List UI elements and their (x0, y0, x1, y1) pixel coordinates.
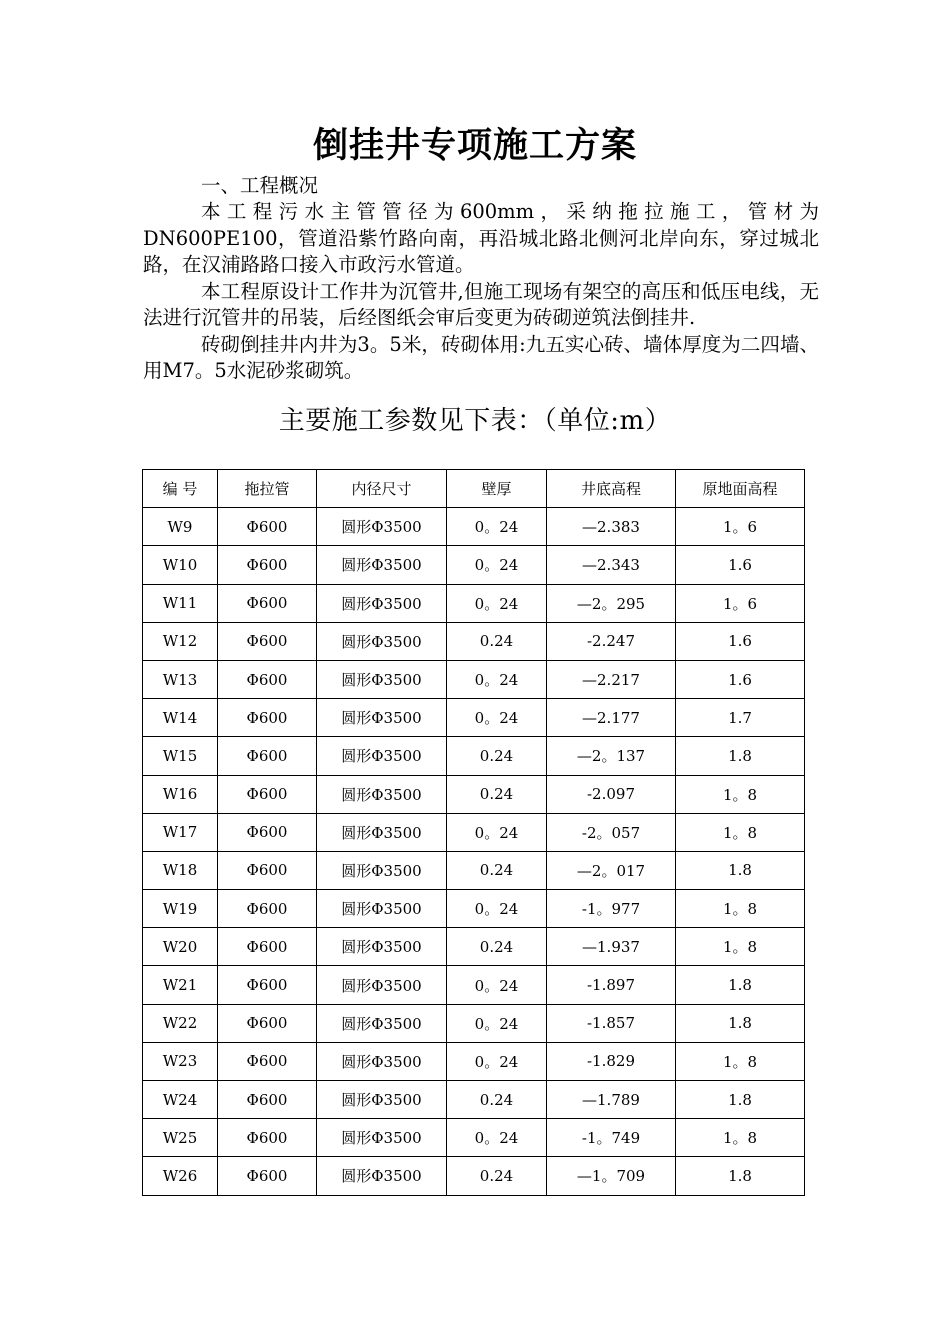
well-id-cell: W21 (143, 966, 218, 1004)
inner-size-cell: 圆形Φ3500 (317, 813, 447, 851)
ground-elevation-cell: 1.8 (676, 1081, 805, 1119)
paragraph-2: 本工程原设计工作井为沉管井,但施工现场有架空的高压和低压电线，无法进行沉管井的吊装，后经图纸会审后变更为砖砌逆筑法倒挂井. (143, 279, 819, 329)
well-id-cell: W14 (143, 699, 218, 737)
ground-elevation-cell: 1.6 (676, 622, 805, 660)
inner-size-cell: 圆形Φ3500 (317, 737, 447, 775)
table-header-row (143, 470, 805, 508)
header-cell: 拖拉管 (218, 470, 317, 508)
wall-thickness-cell: 0。24 (447, 1004, 547, 1042)
wall-thickness-cell: 0。24 (447, 1119, 547, 1157)
inner-size-cell: 圆形Φ3500 (317, 660, 447, 698)
paragraph-3: 砖砌倒挂井内井为3。5米，砖砌体用:九五实心砖、墙体厚度为二四墙、用M7。5水泥砂浆砌筑。 (143, 332, 819, 382)
well-id-cell: W20 (143, 928, 218, 966)
header-cell: 壁厚 (447, 470, 547, 508)
bottom-elevation-cell: -1.857 (547, 1004, 676, 1042)
bottom-elevation-cell: —2。017 (547, 851, 676, 889)
pipe-cell: Φ600 (218, 584, 317, 622)
header-cell: 原地面高程 (676, 470, 805, 508)
table-row (143, 1042, 805, 1080)
document-title: 倒挂井专项施工方案 (312, 125, 637, 166)
wall-thickness-cell: 0。24 (447, 584, 547, 622)
wall-thickness-cell: 0。24 (447, 813, 547, 851)
pipe-cell: Φ600 (218, 851, 317, 889)
ground-elevation-cell: 1.7 (676, 699, 805, 737)
pipe-cell: Φ600 (218, 775, 317, 813)
table-row (143, 775, 805, 813)
wall-thickness-cell: 0。24 (447, 660, 547, 698)
ground-elevation-cell: 1。8 (676, 1042, 805, 1080)
wall-thickness-cell: 0。24 (447, 699, 547, 737)
wall-thickness-cell: 0.24 (447, 1157, 547, 1195)
well-id-cell: W13 (143, 660, 218, 698)
parameters-table (142, 469, 805, 1196)
well-id-cell: W26 (143, 1157, 218, 1195)
pipe-cell: Φ600 (218, 546, 317, 584)
bottom-elevation-cell: -2.247 (547, 622, 676, 660)
bottom-elevation-cell: -2。057 (547, 813, 676, 851)
ground-elevation-cell: 1。8 (676, 813, 805, 851)
ground-elevation-cell: 1.8 (676, 1157, 805, 1195)
table-row (143, 1119, 805, 1157)
wall-thickness-cell: 0.24 (447, 1081, 547, 1119)
bottom-elevation-cell: -1.897 (547, 966, 676, 1004)
table-row (143, 584, 805, 622)
inner-size-cell: 圆形Φ3500 (317, 1042, 447, 1080)
pipe-cell: Φ600 (218, 622, 317, 660)
bottom-elevation-cell: -2.097 (547, 775, 676, 813)
bottom-elevation-cell: -1。749 (547, 1119, 676, 1157)
well-id-cell: W19 (143, 890, 218, 928)
well-id-cell: W10 (143, 546, 218, 584)
table-row (143, 622, 805, 660)
inner-size-cell: 圆形Φ3500 (317, 1157, 447, 1195)
table-row (143, 508, 805, 546)
inner-size-cell: 圆形Φ3500 (317, 1081, 447, 1119)
table-row (143, 546, 805, 584)
ground-elevation-cell: 1.8 (676, 966, 805, 1004)
table-row (143, 1157, 805, 1195)
wall-thickness-cell: 0。24 (447, 546, 547, 584)
well-id-cell: W9 (143, 508, 218, 546)
body-text (143, 199, 819, 385)
ground-elevation-cell: 1.6 (676, 546, 805, 584)
pipe-cell: Φ600 (218, 928, 317, 966)
table-row (143, 890, 805, 928)
table-row (143, 928, 805, 966)
wall-thickness-cell: 0.24 (447, 851, 547, 889)
ground-elevation-cell: 1。6 (676, 584, 805, 622)
inner-size-cell: 圆形Φ3500 (317, 851, 447, 889)
table-row (143, 737, 805, 775)
pipe-cell: Φ600 (218, 813, 317, 851)
wall-thickness-cell: 0。24 (447, 890, 547, 928)
pipe-cell: Φ600 (218, 966, 317, 1004)
pipe-cell: Φ600 (218, 890, 317, 928)
ground-elevation-cell: 1。8 (676, 775, 805, 813)
pipe-cell: Φ600 (218, 1004, 317, 1042)
bottom-elevation-cell: —2。295 (547, 584, 676, 622)
pipe-cell: Φ600 (218, 1119, 317, 1157)
inner-size-cell: 圆形Φ3500 (317, 775, 447, 813)
ground-elevation-cell: 1。8 (676, 1119, 805, 1157)
wall-thickness-cell: 0.24 (447, 928, 547, 966)
well-id-cell: W23 (143, 1042, 218, 1080)
ground-elevation-cell: 1。8 (676, 890, 805, 928)
ground-elevation-cell: 1.8 (676, 1004, 805, 1042)
table-row (143, 1081, 805, 1119)
bottom-elevation-cell: —2.343 (547, 546, 676, 584)
inner-size-cell: 圆形Φ3500 (317, 546, 447, 584)
table-body (143, 508, 805, 1195)
pipe-cell: Φ600 (218, 1157, 317, 1195)
table-row (143, 1004, 805, 1042)
pipe-cell: Φ600 (218, 660, 317, 698)
wall-thickness-cell: 0。24 (447, 1042, 547, 1080)
wall-thickness-cell: 0.24 (447, 737, 547, 775)
pipe-cell: Φ600 (218, 1081, 317, 1119)
bottom-elevation-cell: -1.829 (547, 1042, 676, 1080)
inner-size-cell: 圆形Φ3500 (317, 966, 447, 1004)
ground-elevation-cell: 1。8 (676, 928, 805, 966)
well-id-cell: W18 (143, 851, 218, 889)
bottom-elevation-cell: —2.383 (547, 508, 676, 546)
bottom-elevation-cell: -1。977 (547, 890, 676, 928)
bottom-elevation-cell: —1.789 (547, 1081, 676, 1119)
well-id-cell: W16 (143, 775, 218, 813)
well-id-cell: W17 (143, 813, 218, 851)
table-row (143, 966, 805, 1004)
paragraph-1: 本工程污水主管管径为600mm，采纳拖拉施工，管材为DN600PE100，管道沿紫竹路向南，再沿城北路北侧河北岸向东，穿过城北路，在汉浦路路口接入市政污水管道。 (143, 200, 819, 276)
well-id-cell: W22 (143, 1004, 218, 1042)
inner-size-cell: 圆形Φ3500 (317, 508, 447, 546)
table-row (143, 813, 805, 851)
bottom-elevation-cell: —2.177 (547, 699, 676, 737)
section-heading: 一、工程概况 (201, 174, 319, 197)
well-id-cell: W24 (143, 1081, 218, 1119)
inner-size-cell: 圆形Φ3500 (317, 1119, 447, 1157)
pipe-cell: Φ600 (218, 699, 317, 737)
header-cell: 内径尺寸 (317, 470, 447, 508)
inner-size-cell: 圆形Φ3500 (317, 699, 447, 737)
inner-size-cell: 圆形Φ3500 (317, 584, 447, 622)
wall-thickness-cell: 0。24 (447, 508, 547, 546)
ground-elevation-cell: 1.8 (676, 851, 805, 889)
inner-size-cell: 圆形Φ3500 (317, 1004, 447, 1042)
bottom-elevation-cell: —2。137 (547, 737, 676, 775)
pipe-cell: Φ600 (218, 737, 317, 775)
bottom-elevation-cell: —1。709 (547, 1157, 676, 1195)
wall-thickness-cell: 0.24 (447, 622, 547, 660)
table-row (143, 660, 805, 698)
well-id-cell: W15 (143, 737, 218, 775)
table-caption: 主要施工参数见下表：（单位:m） (278, 406, 672, 436)
ground-elevation-cell: 1.8 (676, 737, 805, 775)
table-row (143, 851, 805, 889)
inner-size-cell: 圆形Φ3500 (317, 928, 447, 966)
ground-elevation-cell: 1。6 (676, 508, 805, 546)
pipe-cell: Φ600 (218, 508, 317, 546)
inner-size-cell: 圆形Φ3500 (317, 890, 447, 928)
inner-size-cell: 圆形Φ3500 (317, 622, 447, 660)
header-cell: 编 号 (143, 470, 218, 508)
pipe-cell: Φ600 (218, 1042, 317, 1080)
table-row (143, 699, 805, 737)
wall-thickness-cell: 0。24 (447, 966, 547, 1004)
bottom-elevation-cell: —2.217 (547, 660, 676, 698)
wall-thickness-cell: 0.24 (447, 775, 547, 813)
well-id-cell: W12 (143, 622, 218, 660)
well-id-cell: W25 (143, 1119, 218, 1157)
bottom-elevation-cell: —1.937 (547, 928, 676, 966)
header-cell: 井底高程 (547, 470, 676, 508)
well-id-cell: W11 (143, 584, 218, 622)
ground-elevation-cell: 1.6 (676, 660, 805, 698)
